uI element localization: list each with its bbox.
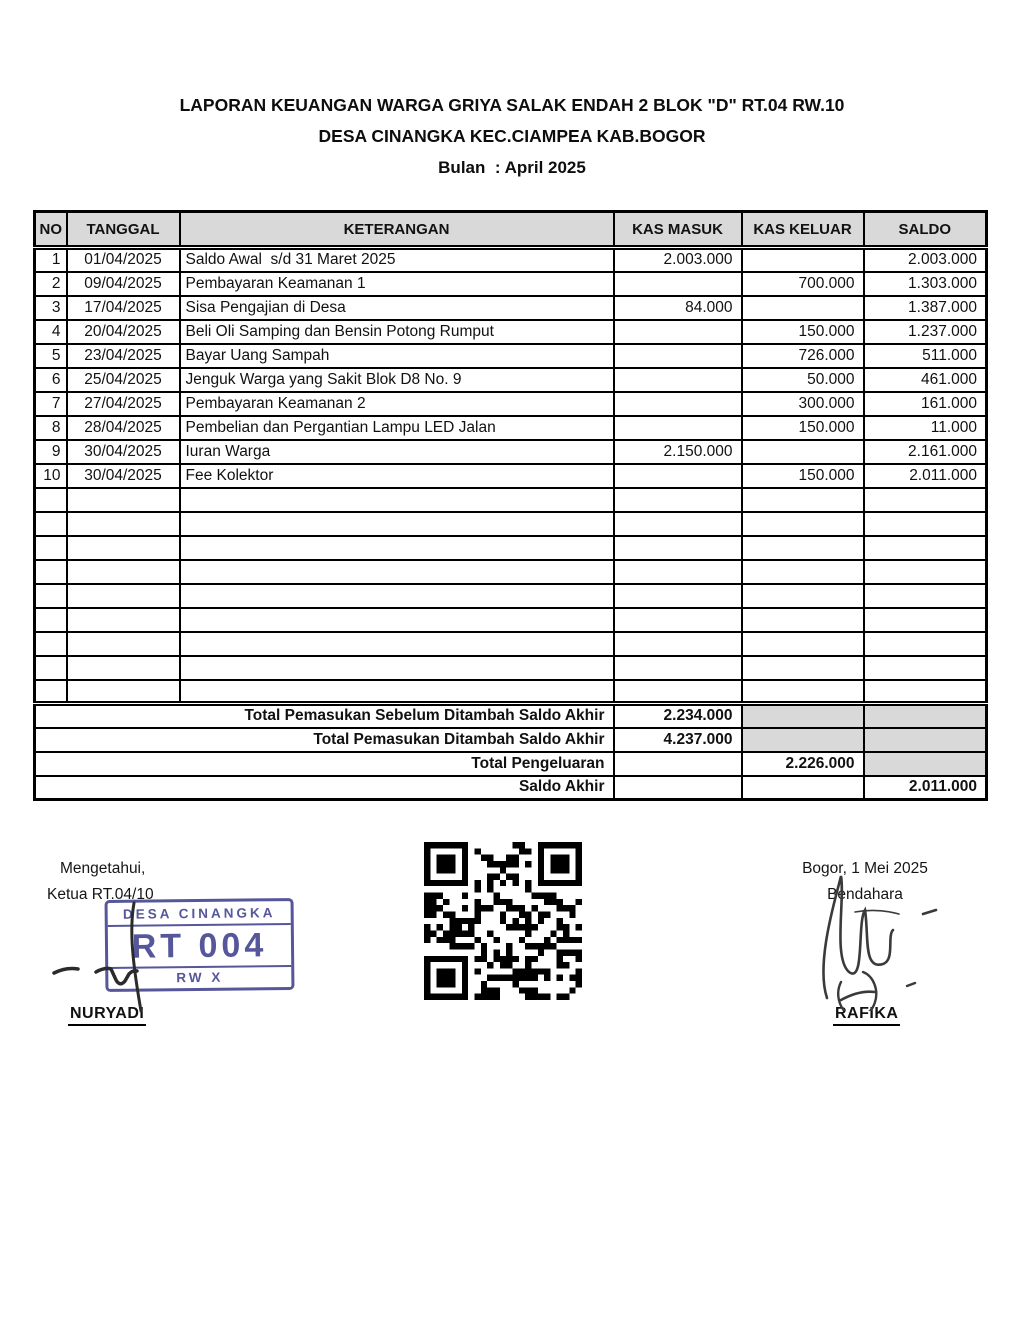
empty-cell	[864, 560, 987, 584]
empty-cell	[614, 488, 742, 512]
empty-cell	[614, 680, 742, 704]
column-header-kas-keluar: KAS KELUAR	[742, 212, 864, 248]
cell-no: 9	[35, 440, 67, 464]
title-line-3: Bulan : April 2025	[438, 158, 586, 177]
cell-kas-masuk	[614, 344, 742, 368]
title-line-1: LAPORAN KEUANGAN WARGA GRIYA SALAK ENDAH 2 BLOK "D" RT.04 RW.10	[179, 95, 845, 115]
column-header-no: NO	[35, 212, 67, 248]
cell-kas-masuk	[614, 464, 742, 488]
empty-cell	[35, 488, 67, 512]
empty-cell	[742, 488, 864, 512]
empty-cell	[742, 680, 864, 704]
empty-cell	[864, 632, 987, 656]
empty-row	[35, 680, 987, 704]
cell-keterangan: Pembayaran Keamanan 1	[180, 272, 614, 296]
right-sign-caption: Bendahara	[827, 886, 903, 903]
cell-no: 7	[35, 392, 67, 416]
empty-cell	[67, 584, 180, 608]
empty-cell	[614, 584, 742, 608]
cell-keterangan: Sisa Pengajian di Desa	[180, 296, 614, 320]
finance-table	[33, 210, 988, 801]
total-cell-saldo	[864, 728, 987, 752]
empty-cell	[614, 608, 742, 632]
cell-tanggal: 01/04/2025	[67, 248, 180, 272]
empty-row	[35, 512, 987, 536]
empty-cell	[35, 608, 67, 632]
empty-cell	[614, 536, 742, 560]
stamp-line-rw: RW X	[108, 965, 291, 989]
cell-no: 5	[35, 344, 67, 368]
cell-keterangan: Iuran Warga	[180, 440, 614, 464]
empty-cell	[864, 536, 987, 560]
column-header-keterangan: KETERANGAN	[180, 212, 614, 248]
cell-kas-keluar: 150.000	[742, 320, 864, 344]
empty-cell	[742, 632, 864, 656]
empty-cell	[742, 584, 864, 608]
empty-cell	[742, 608, 864, 632]
total-row	[35, 704, 987, 728]
total-label: Total Pengeluaran	[35, 752, 614, 776]
table-row	[35, 440, 987, 464]
cell-kas-keluar	[742, 440, 864, 464]
empty-cell	[67, 680, 180, 704]
empty-cell	[742, 536, 864, 560]
empty-cell	[180, 536, 614, 560]
table-row	[35, 320, 987, 344]
table-row	[35, 392, 987, 416]
empty-cell	[67, 512, 180, 536]
empty-cell	[35, 512, 67, 536]
cell-keterangan: Pembelian dan Pergantian Lampu LED Jalan	[180, 416, 614, 440]
total-row	[35, 776, 987, 800]
cell-no: 3	[35, 296, 67, 320]
total-cell-kas-keluar	[742, 704, 864, 728]
cell-saldo: 161.000	[864, 392, 987, 416]
cell-saldo: 2.003.000	[864, 248, 987, 272]
cell-kas-masuk: 84.000	[614, 296, 742, 320]
cell-tanggal: 30/04/2025	[67, 440, 180, 464]
total-row	[35, 752, 987, 776]
empty-cell	[742, 512, 864, 536]
cell-kas-masuk	[614, 272, 742, 296]
total-cell-kas-masuk: 2.234.000	[614, 704, 742, 728]
empty-cell	[35, 536, 67, 560]
empty-cell	[67, 536, 180, 560]
cell-tanggal: 09/04/2025	[67, 272, 180, 296]
total-cell-saldo: 2.011.000	[864, 776, 987, 800]
empty-cell	[35, 656, 67, 680]
cell-keterangan: Fee Kolektor	[180, 464, 614, 488]
stamp-line-rt: RT 004	[131, 926, 268, 966]
cell-saldo: 2.011.000	[864, 464, 987, 488]
cell-kas-keluar	[742, 248, 864, 272]
empty-cell	[864, 656, 987, 680]
table-row	[35, 464, 987, 488]
empty-cell	[180, 512, 614, 536]
cell-keterangan: Beli Oli Samping dan Bensin Potong Rumput	[180, 320, 614, 344]
total-cell-saldo	[864, 704, 987, 728]
cell-tanggal: 30/04/2025	[67, 464, 180, 488]
empty-cell	[742, 560, 864, 584]
cell-kas-keluar: 50.000	[742, 368, 864, 392]
empty-row	[35, 656, 987, 680]
cell-tanggal: 20/04/2025	[67, 320, 180, 344]
right-signature-icon	[795, 866, 955, 1011]
column-header-tanggal: TANGGAL	[67, 212, 180, 248]
qr-code-image	[424, 842, 582, 1000]
cell-kas-keluar: 300.000	[742, 392, 864, 416]
cell-kas-keluar: 700.000	[742, 272, 864, 296]
empty-row	[35, 632, 987, 656]
right-signer-name: RAFIKA	[833, 1005, 900, 1026]
cell-keterangan: Bayar Uang Sampah	[180, 344, 614, 368]
table-row	[35, 248, 987, 272]
empty-cell	[742, 656, 864, 680]
empty-cell	[35, 632, 67, 656]
left-signer-name: NURYADI	[68, 1005, 146, 1026]
left-sign-caption-2: Ketua RT.04/10	[47, 886, 154, 903]
table-row	[35, 344, 987, 368]
empty-cell	[864, 512, 987, 536]
empty-cell	[180, 560, 614, 584]
empty-cell	[864, 488, 987, 512]
table-row	[35, 416, 987, 440]
empty-cell	[864, 584, 987, 608]
cell-saldo: 1.387.000	[864, 296, 987, 320]
table-row	[35, 296, 987, 320]
empty-cell	[180, 656, 614, 680]
total-cell-kas-keluar: 2.226.000	[742, 752, 864, 776]
cell-kas-masuk: 2.150.000	[614, 440, 742, 464]
cell-tanggal: 23/04/2025	[67, 344, 180, 368]
left-sign-caption-1: Mengetahui,	[60, 860, 146, 877]
empty-cell	[614, 512, 742, 536]
total-cell-kas-masuk	[614, 752, 742, 776]
cell-kas-masuk	[614, 320, 742, 344]
column-header-saldo: SALDO	[864, 212, 987, 248]
title-line-2: DESA CINANGKA KEC.CIAMPEA KAB.BOGOR	[318, 126, 706, 146]
empty-cell	[180, 488, 614, 512]
empty-cell	[180, 608, 614, 632]
empty-row	[35, 536, 987, 560]
empty-row	[35, 584, 987, 608]
empty-cell	[67, 656, 180, 680]
cell-tanggal: 25/04/2025	[67, 368, 180, 392]
empty-cell	[614, 656, 742, 680]
total-cell-kas-keluar	[742, 728, 864, 752]
cell-tanggal: 17/04/2025	[67, 296, 180, 320]
empty-row	[35, 560, 987, 584]
cell-kas-keluar: 150.000	[742, 416, 864, 440]
cell-saldo: 461.000	[864, 368, 987, 392]
empty-cell	[180, 632, 614, 656]
report-title	[0, 90, 1024, 183]
empty-cell	[67, 608, 180, 632]
cell-keterangan: Saldo Awal s/d 31 Maret 2025	[180, 248, 614, 272]
empty-cell	[67, 560, 180, 584]
header-row	[35, 212, 987, 248]
cell-saldo: 1.237.000	[864, 320, 987, 344]
stamp-line-desa: DESA CINANGKA	[108, 901, 291, 927]
cell-kas-keluar	[742, 296, 864, 320]
cell-saldo: 2.161.000	[864, 440, 987, 464]
total-cell-kas-masuk	[614, 776, 742, 800]
total-label: Total Pemasukan Sebelum Ditambah Saldo Akhir	[35, 704, 614, 728]
cell-saldo: 11.000	[864, 416, 987, 440]
empty-row	[35, 608, 987, 632]
cell-no: 10	[35, 464, 67, 488]
cell-tanggal: 27/04/2025	[67, 392, 180, 416]
cell-kas-keluar: 150.000	[742, 464, 864, 488]
cell-kas-masuk: 2.003.000	[614, 248, 742, 272]
cell-tanggal: 28/04/2025	[67, 416, 180, 440]
cell-no: 1	[35, 248, 67, 272]
empty-cell	[864, 680, 987, 704]
cell-no: 2	[35, 272, 67, 296]
total-cell-kas-keluar	[742, 776, 864, 800]
cell-kas-masuk	[614, 392, 742, 416]
empty-cell	[180, 680, 614, 704]
empty-row	[35, 488, 987, 512]
empty-cell	[864, 608, 987, 632]
cell-kas-masuk	[614, 416, 742, 440]
table-row	[35, 368, 987, 392]
total-label: Total Pemasukan Ditambah Saldo Akhir	[35, 728, 614, 752]
empty-cell	[614, 632, 742, 656]
right-sign-place-date: Bogor, 1 Mei 2025	[802, 860, 928, 877]
left-signature-icon	[28, 893, 238, 1018]
cell-saldo: 1.303.000	[864, 272, 987, 296]
empty-cell	[35, 680, 67, 704]
cell-saldo: 511.000	[864, 344, 987, 368]
total-row	[35, 728, 987, 752]
cell-keterangan: Jenguk Warga yang Sakit Blok D8 No. 9	[180, 368, 614, 392]
total-cell-saldo	[864, 752, 987, 776]
column-header-kas-masuk: KAS MASUK	[614, 212, 742, 248]
cell-kas-keluar: 726.000	[742, 344, 864, 368]
empty-cell	[35, 584, 67, 608]
cell-keterangan: Pembayaran Keamanan 2	[180, 392, 614, 416]
empty-cell	[180, 584, 614, 608]
total-cell-kas-masuk: 4.237.000	[614, 728, 742, 752]
empty-cell	[67, 632, 180, 656]
total-label: Saldo Akhir	[35, 776, 614, 800]
cell-no: 8	[35, 416, 67, 440]
empty-cell	[35, 560, 67, 584]
cell-kas-masuk	[614, 368, 742, 392]
cell-no: 6	[35, 368, 67, 392]
empty-cell	[67, 488, 180, 512]
cell-no: 4	[35, 320, 67, 344]
table-row	[35, 272, 987, 296]
empty-cell	[614, 560, 742, 584]
qr-code	[424, 842, 582, 1000]
